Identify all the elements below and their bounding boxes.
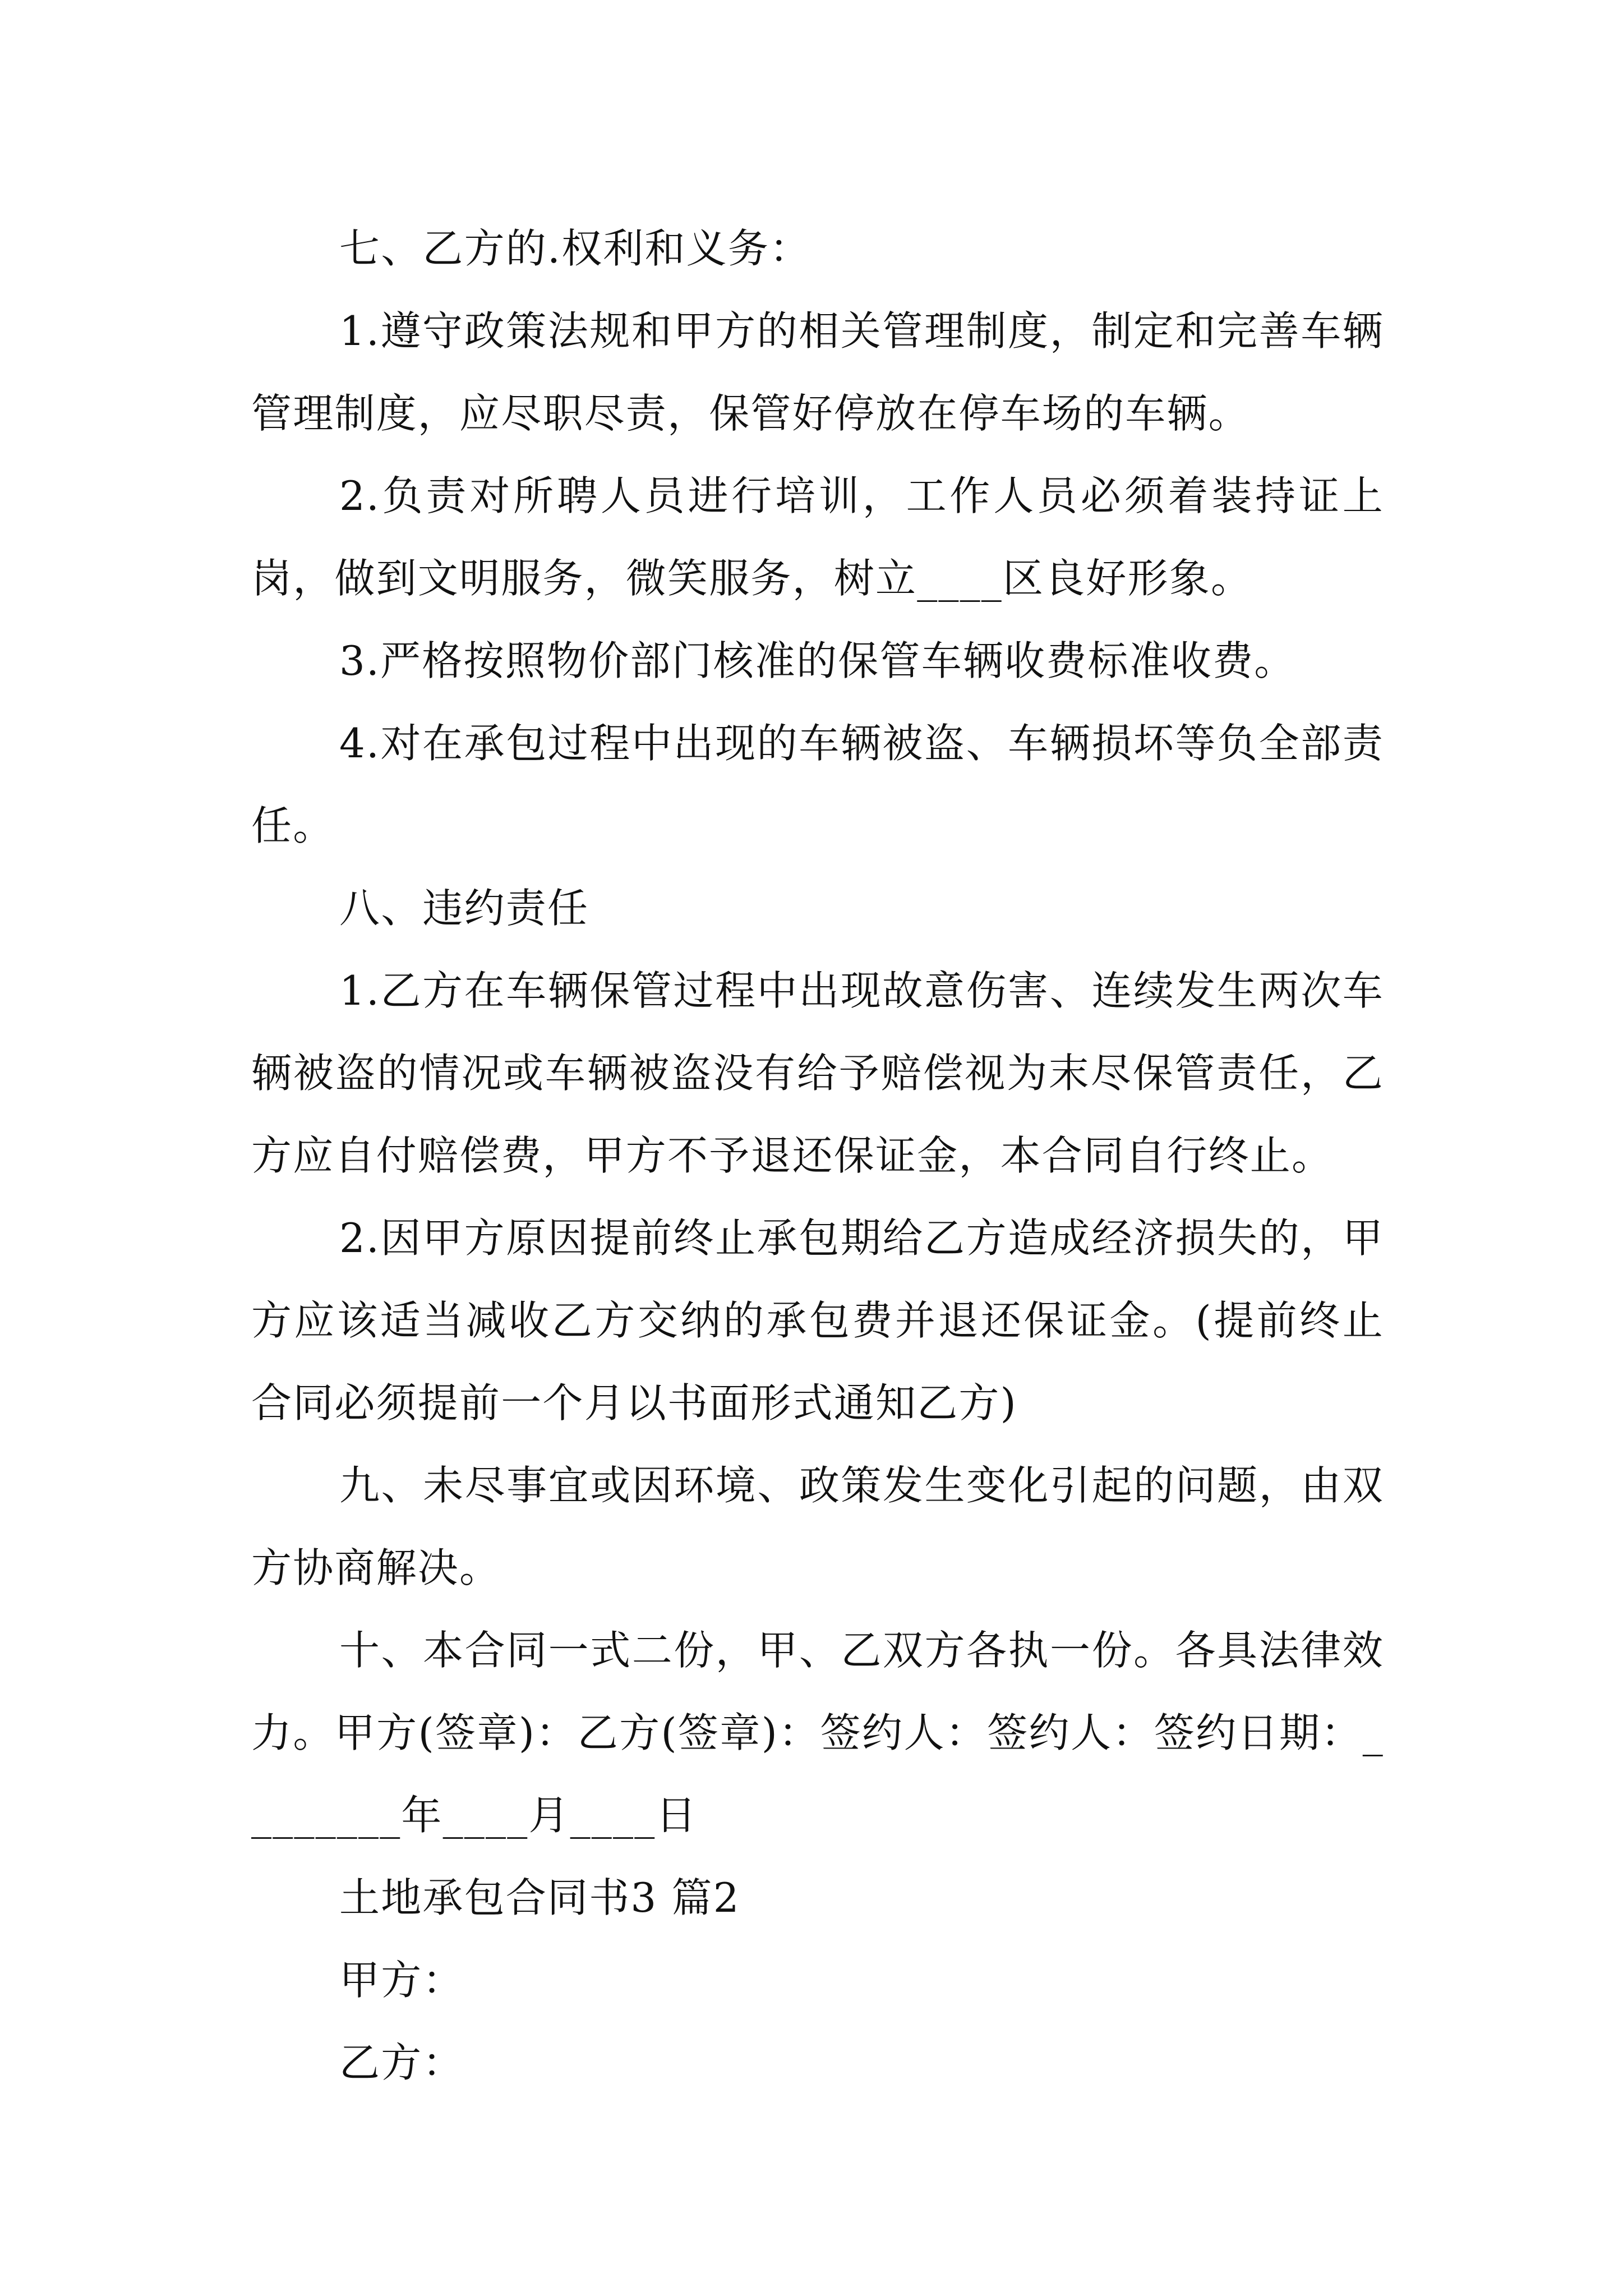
section-ten-copies-and-signatures: 十、本合同一式二份，甲、乙双方各执一份。各具法律效力。甲方(签章)：乙方(签章)：签约人：签约人：签约日期：________年____月____日 [251, 1627, 1384, 1839]
section-heading-breach-liability: 八、违约责任 [339, 885, 589, 932]
clause-1-party-b-breach: 1.乙方在车辆保管过程中出现故意伤害、连续发生两次车辆被盗的情况或车辆被盗没有给予赔偿视为末尽保管责任，乙方应自付赔偿费，甲方不予退还保证金，本合同自行终止。 [251, 967, 1384, 1179]
clause-2-staff-training: 2.负责对所聘人员进行培训，工作人员必须着装持证上岗，做到文明服务，微笑服务，树立____区良好形象。 [251, 472, 1384, 602]
clause-3-fee-standard: 3.严格按照物价部门核准的保管车辆收费标准收费。 [339, 637, 1296, 684]
section-heading-party-b-rights: 七、乙方的.权利和义务： [339, 225, 811, 272]
clause-4-full-responsibility: 4.对在承包过程中出现的车辆被盗、车辆损坏等负全部责任。 [251, 720, 1384, 849]
second-contract-title: 土地承包合同书3 篇2 [339, 1874, 740, 1921]
party-b-label: 乙方： [339, 2039, 464, 2086]
section-nine-unresolved-matters: 九、未尽事宜或因环境、政策发生变化引起的问题，由双方协商解决。 [251, 1462, 1384, 1591]
document-body [251, 208, 1384, 2104]
clause-1-comply-regulations: 1.遵守政策法规和甲方的相关管理制度，制定和完善车辆管理制度，应尽职尽责，保管好停放在停车场的车辆。 [251, 307, 1384, 437]
clause-2-party-a-early-termination: 2.因甲方原因提前终止承包期给乙方造成经济损失的，甲方应该适当减收乙方交纳的承包费并退还保证金。(提前终止合同必须提前一个月以书面形式通知乙方) [251, 1214, 1384, 1427]
party-a-label: 甲方： [339, 1957, 464, 2004]
